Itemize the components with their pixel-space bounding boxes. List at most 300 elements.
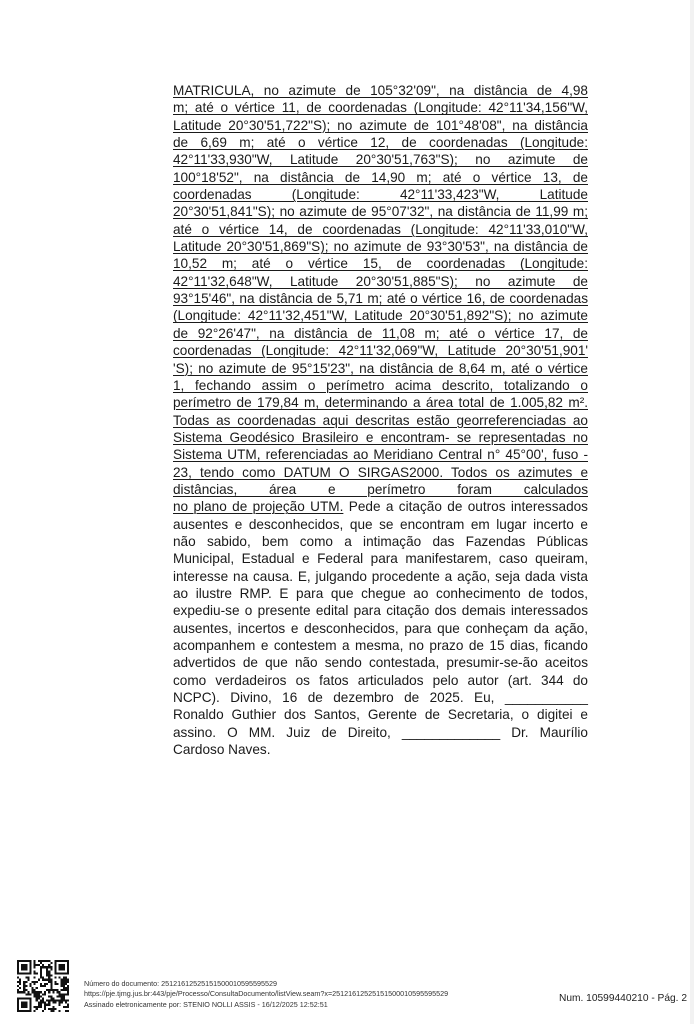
qr-module (65, 993, 67, 995)
underlined-text: 93°15'46", na distância de 5,71 m; até o vértice 16, de coordenadas (173, 291, 588, 307)
underlined-text: de 92°26'47", na distância de 11,08 m; até o vértice 17, de (173, 325, 588, 341)
text-line (173, 151, 588, 168)
qr-module (36, 997, 38, 999)
text-line (173, 550, 588, 567)
qr-module (29, 985, 31, 987)
underlined-text: (Longitude: 42°11'32,451"W, Latitude 20°30'51,892"S); no azimute (173, 308, 588, 324)
underlined-text: Sistema UTM, referenciadas ao Meridiano Central n° 45°00', fuso - (173, 447, 588, 463)
plain-text: Pede a citação de outros interessados (343, 499, 588, 515)
qr-module (44, 1006, 46, 1008)
footer-metadata (84, 979, 448, 1010)
qr-module (63, 989, 65, 991)
qr-module (34, 991, 36, 993)
qr-module (67, 981, 69, 983)
underlined-text: 100°18'52", na distância de 14,90 m; até o vértice 13, de (173, 169, 588, 185)
text-line (173, 203, 588, 220)
qr-module (50, 962, 52, 964)
underlined-text: Latitude 20°30'51,869"S); no azimute de 93°30'53", na distância de (173, 239, 588, 255)
qr-module (54, 981, 56, 983)
plain-text: ao ilustre RMP. E para que chegue ao conhecimento de todos, (173, 585, 588, 601)
text-line (173, 394, 588, 411)
text-line (173, 117, 588, 134)
text-line (173, 446, 588, 463)
qr-module (48, 970, 50, 972)
qr-module (52, 997, 54, 999)
qr-module (27, 979, 29, 981)
qr-module (42, 966, 44, 968)
underlined-text: até o vértice 14, de coordenadas (Longitude: 42°11'33,010"W, (173, 221, 588, 237)
underlined-text: Latitude 20°30'51,722"S); no azimute de 101°48'08", na distância (173, 117, 588, 133)
qr-module (34, 1006, 36, 1008)
qr-module (54, 989, 56, 991)
qr-module (61, 979, 63, 981)
qr-module (48, 979, 50, 981)
qr-module (40, 962, 42, 964)
text-line (173, 741, 588, 758)
qr-module (48, 966, 50, 968)
qr-module (27, 993, 29, 995)
qr-module (42, 977, 44, 979)
qr-module (61, 993, 63, 995)
qr-module (63, 983, 65, 985)
qr-module (50, 981, 52, 983)
qr-module (61, 997, 63, 999)
qr-module (36, 993, 38, 995)
qr-module (63, 979, 65, 981)
plain-text: advertidos de que não sendo contestada, presumir-se-ão aceitos (173, 655, 588, 671)
plain-text: assino. O MM. Juiz de Direito, _____________ Dr. Maurílio (173, 724, 588, 740)
qr-module (34, 1010, 36, 1012)
qr-module (34, 993, 36, 995)
qr-module (44, 985, 46, 987)
text-line (173, 255, 588, 272)
text-line (173, 82, 588, 99)
qr-module (52, 991, 54, 993)
qr-module (36, 972, 38, 974)
qr-module (50, 975, 52, 977)
qr-module (52, 1002, 54, 1004)
qr-module (38, 979, 40, 981)
qr-module (36, 987, 38, 989)
qr-module (63, 987, 65, 989)
qr-module (17, 977, 19, 979)
qr-module (65, 1002, 67, 1004)
qr-module (50, 989, 52, 991)
qr-module (34, 966, 36, 968)
qr-module (36, 1000, 38, 1002)
page-edge (690, 0, 694, 1024)
qr-module (46, 960, 48, 962)
qr-module (40, 972, 42, 974)
qr-module (29, 993, 31, 995)
qr-module (42, 960, 44, 962)
qr-module (61, 983, 63, 985)
qr-module (23, 991, 25, 993)
plain-text: Ronaldo Guthier dos Santos, Gerente de Secretaria, o digitei e (173, 707, 588, 723)
qr-module (63, 981, 65, 983)
qr-module (63, 1006, 65, 1008)
qr-module (42, 1000, 44, 1002)
qr-module (46, 975, 48, 977)
qr-module (50, 997, 52, 999)
qr-module (34, 964, 36, 966)
underlined-text: coordenadas (Longitude: 42°11'33,423"W, Latitude (173, 187, 588, 203)
qr-module (19, 983, 21, 985)
qr-module (34, 981, 36, 983)
qr-module (50, 995, 52, 997)
qr-module (32, 981, 34, 983)
plain-text: NCPC). Divino, 16 de dezembro de 2025. Eu, ___________ (173, 690, 588, 706)
text-line (173, 620, 588, 637)
qr-module (54, 983, 56, 985)
underlined-text: MATRICULA, no azimute de 105°32'09", na distância de 4,98 (173, 83, 588, 98)
qr-module (17, 989, 19, 991)
qr-module (59, 1004, 61, 1006)
qr-module (50, 966, 52, 968)
qr-module (19, 987, 21, 989)
qr-module (57, 983, 59, 985)
text-line (173, 169, 588, 186)
qr-module (25, 993, 27, 995)
qr-module (59, 991, 61, 993)
text-line (173, 637, 588, 654)
qr-module (38, 995, 40, 997)
qr-module (59, 1010, 61, 1012)
qr-module (40, 1002, 42, 1004)
qr-module (23, 987, 25, 989)
qr-module (34, 960, 36, 962)
qr-module (59, 993, 61, 995)
plain-text: ausentes, incertos e desconhecidos, para que conheçam da ação, (173, 620, 588, 636)
qr-module (50, 985, 52, 987)
plain-text: não sabido, bem como a intimação das Fazendas Públicas (173, 533, 588, 549)
underlined-text: 10,52 m; até o vértice 15, de coordenadas (Longitude: (173, 256, 588, 272)
qr-module (44, 979, 46, 981)
qr-module (34, 962, 36, 964)
qr-module (25, 977, 27, 979)
text-line (173, 186, 588, 203)
qr-module (59, 977, 61, 979)
qr-module (63, 1000, 65, 1002)
text-line (173, 342, 588, 359)
underlined-text: 42°11'32,648"W, Latitude 20°30'51,885"S); no azimute de (173, 273, 588, 289)
qr-module (48, 960, 50, 962)
qr-module (42, 1002, 44, 1004)
qr-module (52, 1008, 54, 1010)
qr-module (50, 1008, 52, 1010)
qr-module (59, 1000, 61, 1002)
plain-text: acompanhem e contestem a mesma, no prazo de 15 dias, ficando (173, 638, 588, 653)
text-line (173, 464, 588, 481)
qr-code-icon (17, 960, 69, 1012)
underlined-text: 42°11'33,930"W, Latitude 20°30'51,763"S); no azimute de (173, 152, 588, 168)
qr-module (21, 991, 23, 993)
qr-module (34, 983, 36, 985)
qr-module (50, 979, 52, 981)
qr-module (46, 1000, 48, 1002)
text-line (173, 290, 588, 307)
qr-module (50, 983, 52, 985)
qr-module (65, 977, 67, 979)
qr-module (40, 977, 42, 979)
qr-module (44, 960, 46, 962)
qr-module (42, 1010, 44, 1012)
qr-module (67, 985, 69, 987)
qr-module (48, 1004, 50, 1006)
qr-module (48, 964, 50, 966)
plain-text: como verdadeiros os fatos articulados pelo autor (art. 344 do (173, 672, 588, 688)
underlined-text: distâncias, área e perímetro foram calculados (173, 481, 588, 497)
qr-module (19, 991, 21, 993)
qr-module (36, 964, 38, 966)
text-line (173, 533, 588, 550)
qr-module (65, 983, 67, 985)
qr-module (50, 968, 52, 970)
qr-module (44, 1002, 46, 1004)
document-number: Número do documento: 25121612525151500010595595529 (84, 979, 278, 988)
qr-module (52, 1000, 54, 1002)
qr-module (67, 1000, 69, 1002)
text-line (173, 672, 588, 689)
qr-module (52, 1006, 54, 1008)
text-line (173, 706, 588, 723)
qr-module (46, 968, 48, 970)
qr-module (38, 1006, 40, 1008)
qr-module (23, 989, 25, 991)
qr-module (42, 964, 44, 966)
qr-module (27, 977, 29, 979)
qr-module (42, 979, 44, 981)
qr-module (40, 970, 42, 972)
underlined-text: perímetro de 179,84 m, determinando a área total de 1.005,82 m². (173, 395, 588, 411)
qr-module (48, 972, 50, 974)
underlined-text: de 6,69 m; até o vértice 12, de coordenadas (Longitude: (173, 135, 588, 151)
qr-module (36, 995, 38, 997)
qr-module (57, 995, 59, 997)
qr-module (54, 1000, 56, 1002)
qr-module (38, 1004, 40, 1006)
qr-module (67, 987, 69, 989)
document-url[interactable]: https://pje.tjmg.jus.br:443/pje/Processo/ConsultaDocumento/listView.seam?x=25121612525151500010595595529 (84, 989, 449, 999)
qr-module (27, 991, 29, 993)
qr-module (48, 1008, 50, 1010)
qr-module (46, 983, 48, 985)
qr-module (25, 989, 27, 991)
qr-module (65, 979, 67, 981)
qr-module (34, 972, 36, 974)
qr-module (48, 995, 50, 997)
qr-module (36, 1006, 38, 1008)
qr-module (23, 981, 25, 983)
qr-module (67, 989, 69, 991)
text-line (173, 273, 588, 290)
qr-module (65, 1006, 67, 1008)
document-body (173, 82, 588, 758)
plain-text: expediu-se o presente edital para citação dos demais interessados (173, 603, 588, 619)
plain-text: ausentes e desconhecidos, que se encontram em lugar incerto e (173, 516, 588, 532)
text-line (173, 481, 588, 498)
text-line (173, 99, 588, 116)
qr-module (38, 1002, 40, 1004)
text-line (173, 724, 588, 741)
qr-module (63, 995, 65, 997)
qr-module (67, 1010, 69, 1012)
qr-module (46, 1004, 48, 1006)
page-number: Num. 10599440210 - Pág. 2 (559, 993, 688, 1004)
text-line (173, 602, 588, 619)
qr-module (48, 981, 50, 983)
qr-module (40, 983, 42, 985)
text-line (173, 516, 588, 533)
qr-module (48, 1000, 50, 1002)
qr-module (61, 981, 63, 983)
qr-module (36, 1008, 38, 1010)
qr-module (57, 989, 59, 991)
qr-module (40, 968, 42, 970)
qr-module (40, 985, 42, 987)
qr-module (40, 966, 42, 968)
qr-module (44, 1008, 46, 1010)
qr-module (61, 989, 63, 991)
qr-module (61, 985, 63, 987)
text-line (173, 307, 588, 324)
qr-module (54, 1002, 56, 1004)
qr-module (23, 985, 25, 987)
qr-module (57, 991, 59, 993)
plain-text: Cardoso Naves. (173, 742, 271, 758)
qr-module (40, 995, 42, 997)
qr-module (67, 991, 69, 993)
qr-module (48, 975, 50, 977)
qr-module (34, 970, 36, 972)
qr-module (48, 1002, 50, 1004)
qr-module (40, 1000, 42, 1002)
qr-module (65, 1010, 67, 1012)
qr-module (42, 997, 44, 999)
qr-module (40, 1004, 42, 1006)
underlined-text: 20°30'51,841"S); no azimute de 95°07'32", na distância de 11,99 m; (173, 204, 588, 220)
qr-module (63, 993, 65, 995)
qr-module (63, 997, 65, 999)
qr-module (63, 977, 65, 979)
text-line (173, 689, 588, 706)
qr-module (40, 975, 42, 977)
plain-text: interesse na causa. E, julgando procedente a ação, seja dada vista (173, 568, 588, 584)
underlined-text: 'S); no azimute de 95°15'23", na distância de 8,64 m, até o vértice (173, 360, 588, 376)
qr-module (59, 964, 65, 970)
qr-module (23, 983, 25, 985)
qr-module (61, 995, 63, 997)
qr-module (32, 987, 34, 989)
qr-module (57, 1000, 59, 1002)
qr-module (38, 964, 40, 966)
underlined-text: 1, fechando assim o perímetro acima descrito, totalizando o (173, 377, 588, 393)
qr-module (46, 966, 48, 968)
qr-module (19, 981, 21, 983)
qr-module (34, 989, 36, 991)
text-line (173, 377, 588, 394)
qr-module (59, 995, 61, 997)
qr-module (67, 993, 69, 995)
qr-module (38, 960, 40, 962)
qr-module (29, 983, 31, 985)
qr-module (21, 964, 27, 970)
text-line (173, 134, 588, 151)
qr-module (54, 1008, 56, 1010)
text-line (173, 568, 588, 585)
qr-module (25, 981, 27, 983)
qr-module (32, 991, 34, 993)
qr-module (38, 991, 40, 993)
qr-module (17, 991, 19, 993)
qr-module (21, 1002, 27, 1008)
underlined-text: Todas as coordenadas aqui descritas estão georreferenciadas ao (173, 412, 588, 428)
qr-module (40, 960, 42, 962)
text-line (173, 585, 588, 602)
qr-module (54, 977, 56, 979)
text-line (173, 654, 588, 671)
qr-module (67, 1006, 69, 1008)
qr-module (46, 979, 48, 981)
qr-module (48, 989, 50, 991)
qr-module (42, 985, 44, 987)
qr-module (38, 997, 40, 999)
qr-module (48, 991, 50, 993)
underlined-text: 23, tendo como DATUM O SIRGAS2000. Todos os azimutes e (173, 464, 588, 480)
qr-module (48, 977, 50, 979)
qr-module (61, 1000, 63, 1002)
qr-module (46, 972, 48, 974)
qr-module (65, 989, 67, 991)
text-line (173, 429, 588, 446)
qr-module (44, 991, 46, 993)
qr-module (63, 985, 65, 987)
qr-module (36, 991, 38, 993)
qr-module (59, 1002, 61, 1004)
text-line (173, 498, 588, 515)
qr-module (34, 977, 36, 979)
qr-module (50, 1000, 52, 1002)
qr-module (42, 993, 44, 995)
qr-module (61, 1002, 63, 1004)
underlined-text: coordenadas (Longitude: 42°11'32,069"W, Latitude 20°30'51,901' (173, 343, 588, 359)
qr-module (19, 979, 21, 981)
underlined-text: Sistema Geodésico Brasileiro e encontram- se representadas no (173, 429, 588, 445)
underlined-text: no plano de projeção UTM. (173, 499, 344, 515)
qr-module (38, 993, 40, 995)
qr-module (44, 1004, 46, 1006)
text-line (173, 238, 588, 255)
qr-module (50, 987, 52, 989)
underlined-text: m; até o vértice 11, de coordenadas (Longitude: 42°11'34,156"W, (173, 100, 588, 116)
text-line (173, 360, 588, 377)
qr-module (40, 991, 42, 993)
text-line (173, 221, 588, 238)
signature-info: Assinado eletronicamente por: STENIO NOLLI ASSIS - 16/12/2025 12:52:51 (84, 999, 328, 1009)
text-line (173, 412, 588, 429)
text-line (173, 325, 588, 342)
qr-module (44, 993, 46, 995)
qr-module (65, 1000, 67, 1002)
qr-module (65, 981, 67, 983)
qr-module (25, 985, 27, 987)
qr-module (36, 981, 38, 983)
qr-module (67, 1004, 69, 1006)
qr-module (17, 981, 19, 983)
qr-module (44, 966, 46, 968)
plain-text: Municipal, Estadual e Federal para manifestarem, caso queiram, (173, 551, 588, 567)
qr-module (40, 1006, 42, 1008)
